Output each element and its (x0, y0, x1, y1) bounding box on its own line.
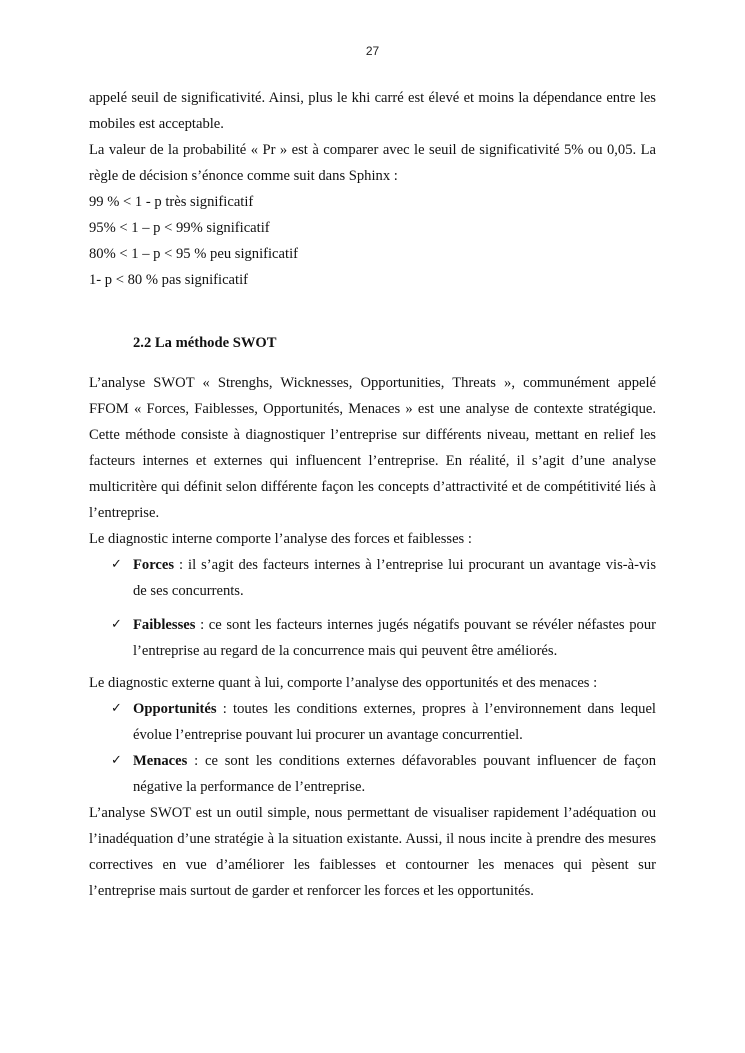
rule-line: 95% < 1 – p < 99% significatif (89, 220, 270, 236)
checkmark-icon: ✓ (111, 617, 122, 632)
checkmark-icon: ✓ (111, 753, 122, 768)
conclusion-paragraph: L’analyse SWOT est un outil simple, nous permettant de visualiser rapidement l’adéquation ou l’inadéquation d’une stratégie à la situation existante. Aussi, il nous incite à prendre des mesures correctives en vue d’améliorer les faiblesses et contourner les menaces qui pèsent sur l’entreprise mais surtout de garder et renforcer les forces et les opportunités. (89, 805, 656, 899)
checkmark-icon: ✓ (111, 557, 122, 572)
intro-paragraph-1: appelé seuil de significativité. Ainsi, plus le khi carré est élevé et moins la dépendance entre les mobiles est acceptable. (89, 90, 656, 132)
list-item-term: Forces (133, 557, 175, 573)
list-item-text: : ce sont les conditions externes défavorables pouvant influencer de façon négative la performance de l’entreprise. (133, 753, 656, 795)
external-list (89, 696, 656, 800)
intro-paragraph-2: La valeur de la probabilité « Pr » est à comparer avec le seuil de significativité 5% ou 0,05. La règle de décision s’énonce comme suit dans Sphinx : (89, 142, 656, 184)
checkmark-icon: ✓ (111, 701, 122, 716)
list-item-text: : toutes les conditions externes, propres à l’environnement dans lequel évolue l’entreprise pouvant lui procurer un avantage concurrentiel. (133, 701, 656, 743)
page-number: 27 (365, 44, 380, 58)
rule-line: 99 % < 1 - p très significatif (89, 194, 254, 210)
section-heading: 2.2 La méthode SWOT (133, 335, 277, 351)
decision-rules (89, 189, 656, 293)
list-item-term: Faiblesses (133, 617, 196, 633)
list-item (89, 552, 656, 604)
list-item-term: Opportunités (133, 701, 217, 717)
external-diagnostic-intro: Le diagnostic externe quant à lui, comporte l’analyse des opportunités et des menaces : (89, 675, 598, 691)
list-item-term: Menaces (133, 753, 188, 769)
page-content (89, 85, 656, 904)
list-item (89, 748, 656, 800)
internal-list (89, 552, 656, 664)
list-item-text: : il s’agit des facteurs internes à l’entreprise lui procurant un avantage vis-à-vis de ses concurrents. (133, 557, 656, 599)
list-item (89, 612, 656, 664)
internal-diagnostic-intro: Le diagnostic interne comporte l’analyse des forces et faiblesses : (89, 531, 472, 547)
rule-line: 1- p < 80 % pas significatif (89, 272, 248, 288)
list-item (89, 696, 656, 748)
swot-paragraph: L’analyse SWOT « Strenghs, Wicknesses, Opportunities, Threats », communément appelé FFOM « Forces, Faiblesses, Opportunités, Menaces » est une analyse de contexte stratégique. Cette méthode consiste à diagnostiquer l’entreprise sur différents niveau, mettant en relief les facteurs internes et externes qui influencent l’entreprise. En réalité, il s’agit d’une analyse multicritère qui définit selon différente façon les concepts d’attractivité et de compétitivité liés à l’entreprise. (89, 375, 656, 521)
rule-line: 80% < 1 – p < 95 % peu significatif (89, 246, 298, 262)
list-item-text: : ce sont les facteurs internes jugés négatifs pouvant se révéler néfastes pour l’entreprise au regard de la concurrence mais qui peuvent être améliorés. (133, 617, 656, 659)
